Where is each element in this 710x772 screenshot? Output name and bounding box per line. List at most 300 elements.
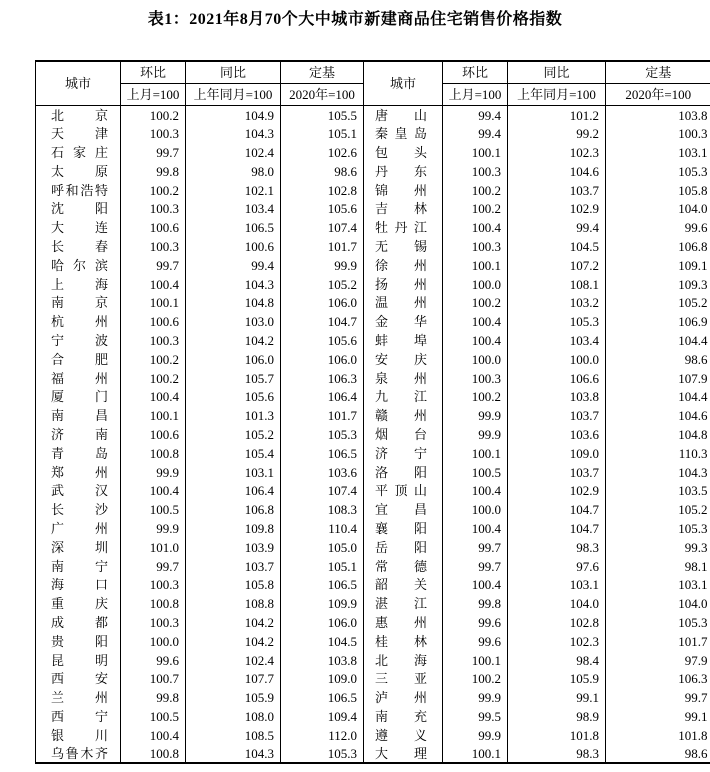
yoy-value-right: 104.7 [508, 500, 606, 519]
mom-value-left: 100.5 [121, 707, 186, 726]
mom-value-right: 100.4 [443, 218, 508, 237]
yoy-value-right: 104.6 [508, 162, 606, 181]
city-name: 秦 皇 岛 [375, 126, 427, 142]
yoy-value-left: 104.3 [186, 745, 281, 764]
city-name: 上 海 [51, 276, 108, 292]
mom-value-right: 100.1 [443, 143, 508, 162]
yoy-value-left: 104.2 [186, 331, 281, 350]
city-cell-left [36, 538, 121, 557]
col-subheader-fixed-base-left: 2020年=100 [281, 84, 364, 106]
city-cell-right [364, 500, 443, 519]
mom-value-right: 99.9 [443, 406, 508, 425]
fixed-value-left: 106.0 [281, 293, 364, 312]
fixed-value-right: 104.3 [606, 463, 710, 482]
fixed-value-left: 105.2 [281, 275, 364, 294]
city-name: 海 口 [51, 577, 108, 593]
yoy-value-right: 101.8 [508, 726, 606, 745]
fixed-value-left: 105.1 [281, 124, 364, 143]
city-cell-right [364, 688, 443, 707]
city-cell-right [364, 218, 443, 237]
city-name: 襄 阳 [375, 520, 427, 536]
mom-value-left: 100.0 [121, 632, 186, 651]
yoy-value-left: 104.8 [186, 293, 281, 312]
city-name: 长 春 [51, 238, 108, 254]
table-row [36, 199, 710, 218]
mom-value-left: 100.5 [121, 500, 186, 519]
city-cell-right [364, 613, 443, 632]
city-cell-left [36, 463, 121, 482]
fixed-value-right: 100.3 [606, 124, 710, 143]
fixed-value-left: 105.5 [281, 106, 364, 125]
mom-value-left: 99.9 [121, 463, 186, 482]
city-name: 安 庆 [375, 351, 427, 367]
city-name: 蚌 埠 [375, 332, 427, 348]
table-row [36, 143, 710, 162]
city-cell-right [364, 594, 443, 613]
yoy-value-right: 103.6 [508, 425, 606, 444]
table-row [36, 312, 710, 331]
city-name: 金 华 [375, 314, 427, 330]
city-cell-right [364, 369, 443, 388]
mom-value-right: 99.6 [443, 613, 508, 632]
fixed-value-left: 105.1 [281, 557, 364, 576]
mom-value-left: 100.6 [121, 312, 186, 331]
fixed-value-right: 104.0 [606, 199, 710, 218]
table-row [36, 162, 710, 181]
city-name: 湛 江 [375, 596, 427, 612]
yoy-value-right: 98.9 [508, 707, 606, 726]
city-name: 烟 台 [375, 426, 427, 442]
yoy-value-left: 98.0 [186, 162, 281, 181]
yoy-value-right: 104.7 [508, 519, 606, 538]
city-cell-left [36, 406, 121, 425]
yoy-value-left: 107.7 [186, 669, 281, 688]
fixed-value-right: 105.2 [606, 500, 710, 519]
table-row [36, 669, 710, 688]
table-row [36, 688, 710, 707]
city-cell-left [36, 312, 121, 331]
fixed-value-right: 105.8 [606, 181, 710, 200]
table-row [36, 387, 710, 406]
fixed-value-left: 99.9 [281, 256, 364, 275]
mom-value-right: 100.0 [443, 500, 508, 519]
fixed-value-left: 105.6 [281, 331, 364, 350]
col-header-mom-right: 环比 [443, 61, 508, 84]
city-name: 郑 州 [51, 464, 108, 480]
mom-value-left: 99.7 [121, 256, 186, 275]
city-name: 大 连 [51, 220, 108, 236]
yoy-value-right: 99.4 [508, 218, 606, 237]
table-row [36, 106, 710, 125]
table-row [36, 594, 710, 613]
city-name: 惠 州 [375, 614, 427, 630]
yoy-value-left: 104.3 [186, 275, 281, 294]
city-cell-right [364, 575, 443, 594]
yoy-value-right: 102.3 [508, 632, 606, 651]
col-header-city-right: 城市 [364, 61, 443, 106]
city-cell-left [36, 218, 121, 237]
city-name: 扬 州 [375, 276, 427, 292]
table-row [36, 293, 710, 312]
yoy-value-right: 108.1 [508, 275, 606, 294]
table-row [36, 726, 710, 745]
mom-value-right: 100.1 [443, 745, 508, 764]
mom-value-right: 99.4 [443, 106, 508, 125]
city-cell-left [36, 293, 121, 312]
fixed-value-left: 106.5 [281, 575, 364, 594]
city-name: 北 海 [375, 652, 427, 668]
mom-value-right: 100.2 [443, 293, 508, 312]
city-cell-right [364, 707, 443, 726]
fixed-value-left: 109.9 [281, 594, 364, 613]
yoy-value-left: 105.8 [186, 575, 281, 594]
city-name: 牡 丹 江 [375, 220, 427, 236]
yoy-value-right: 103.7 [508, 181, 606, 200]
fixed-value-right: 105.3 [606, 613, 710, 632]
city-name: 大 理 [375, 745, 427, 761]
fixed-value-left: 103.8 [281, 651, 364, 670]
fixed-value-right: 103.8 [606, 106, 710, 125]
city-cell-right [364, 293, 443, 312]
city-name: 石 家 庄 [51, 144, 108, 160]
fixed-value-right: 106.9 [606, 312, 710, 331]
yoy-value-right: 104.0 [508, 594, 606, 613]
fixed-value-right: 109.1 [606, 256, 710, 275]
fixed-value-right: 106.8 [606, 237, 710, 256]
fixed-value-right: 98.6 [606, 350, 710, 369]
city-cell-right [364, 425, 443, 444]
city-name: 沈 阳 [51, 201, 108, 217]
yoy-value-left: 108.0 [186, 707, 281, 726]
city-cell-right [364, 726, 443, 745]
city-name: 西 安 [51, 671, 108, 687]
mom-value-right: 99.9 [443, 688, 508, 707]
city-cell-right [364, 162, 443, 181]
city-cell-right [364, 406, 443, 425]
yoy-value-right: 103.4 [508, 331, 606, 350]
mom-value-right: 99.9 [443, 726, 508, 745]
mom-value-right: 100.2 [443, 199, 508, 218]
mom-value-left: 100.2 [121, 106, 186, 125]
yoy-value-left: 102.1 [186, 181, 281, 200]
fixed-value-right: 101.8 [606, 726, 710, 745]
mom-value-right: 99.6 [443, 632, 508, 651]
city-name: 杭 州 [51, 314, 108, 330]
mom-value-right: 99.7 [443, 538, 508, 557]
city-name: 泉 州 [375, 370, 427, 386]
mom-value-right: 99.9 [443, 425, 508, 444]
city-name: 太 原 [51, 163, 108, 179]
city-name: 平 顶 山 [375, 483, 427, 499]
city-cell-left [36, 726, 121, 745]
city-cell-left [36, 632, 121, 651]
city-cell-left [36, 669, 121, 688]
fixed-value-left: 106.3 [281, 369, 364, 388]
city-name: 成 都 [51, 614, 108, 630]
yoy-value-left: 108.5 [186, 726, 281, 745]
city-name: 韶 关 [375, 577, 427, 593]
table-row [36, 745, 710, 764]
city-name: 宁 波 [51, 332, 108, 348]
fixed-value-right: 101.7 [606, 632, 710, 651]
city-name: 呼 和 浩 特 [51, 182, 108, 198]
city-name: 武 汉 [51, 483, 108, 499]
fixed-value-right: 104.4 [606, 387, 710, 406]
city-cell-left [36, 331, 121, 350]
city-name: 兰 州 [51, 690, 108, 706]
city-name: 赣 州 [375, 408, 427, 424]
fixed-value-left: 106.5 [281, 444, 364, 463]
yoy-value-right: 102.3 [508, 143, 606, 162]
yoy-value-right: 102.8 [508, 613, 606, 632]
city-cell-right [364, 312, 443, 331]
yoy-value-left: 105.2 [186, 425, 281, 444]
mom-value-left: 100.4 [121, 481, 186, 500]
city-cell-right [364, 199, 443, 218]
mom-value-right: 100.0 [443, 275, 508, 294]
city-cell-left [36, 237, 121, 256]
city-cell-right [364, 275, 443, 294]
mom-value-right: 100.4 [443, 312, 508, 331]
fixed-value-right: 109.3 [606, 275, 710, 294]
yoy-value-right: 101.2 [508, 106, 606, 125]
city-name: 九 江 [375, 389, 427, 405]
city-cell-left [36, 481, 121, 500]
fixed-value-left: 109.4 [281, 707, 364, 726]
city-name: 南 充 [375, 708, 427, 724]
city-cell-right [364, 481, 443, 500]
col-subheader-yoy-base-left: 上年同月=100 [186, 84, 281, 106]
yoy-value-left: 104.2 [186, 632, 281, 651]
yoy-value-right: 99.2 [508, 124, 606, 143]
yoy-value-left: 101.3 [186, 406, 281, 425]
fixed-value-left: 101.7 [281, 406, 364, 425]
yoy-value-right: 103.1 [508, 575, 606, 594]
fixed-value-left: 112.0 [281, 726, 364, 745]
fixed-value-left: 98.6 [281, 162, 364, 181]
table-row [36, 632, 710, 651]
table-row [36, 481, 710, 500]
mom-value-right: 100.3 [443, 237, 508, 256]
fixed-value-right: 107.9 [606, 369, 710, 388]
city-cell-right [364, 387, 443, 406]
mom-value-right: 100.3 [443, 369, 508, 388]
fixed-value-left: 102.6 [281, 143, 364, 162]
fixed-value-right: 98.1 [606, 557, 710, 576]
city-name: 长 沙 [51, 502, 108, 518]
yoy-value-left: 105.9 [186, 688, 281, 707]
mom-value-left: 100.2 [121, 369, 186, 388]
table-row [36, 256, 710, 275]
fixed-value-left: 105.6 [281, 199, 364, 218]
yoy-value-left: 103.9 [186, 538, 281, 557]
city-cell-left [36, 594, 121, 613]
col-header-mom-left: 环比 [121, 61, 186, 84]
yoy-value-left: 106.8 [186, 500, 281, 519]
mom-value-left: 100.3 [121, 613, 186, 632]
city-name: 包 头 [375, 144, 427, 160]
fixed-value-left: 106.5 [281, 688, 364, 707]
city-cell-right [364, 106, 443, 125]
city-name: 福 州 [51, 370, 108, 386]
city-cell-right [364, 124, 443, 143]
yoy-value-right: 98.3 [508, 745, 606, 764]
table-row [36, 275, 710, 294]
city-name: 深 圳 [51, 539, 108, 555]
city-name: 广 州 [51, 520, 108, 536]
fixed-value-right: 106.3 [606, 669, 710, 688]
city-cell-left [36, 519, 121, 538]
yoy-value-left: 105.7 [186, 369, 281, 388]
mom-value-left: 100.7 [121, 669, 186, 688]
city-name: 温 州 [375, 295, 427, 311]
city-name: 厦 门 [51, 389, 108, 405]
yoy-value-right: 99.1 [508, 688, 606, 707]
mom-value-left: 100.8 [121, 594, 186, 613]
mom-value-left: 100.8 [121, 745, 186, 764]
col-subheader-mom-base-right: 上月=100 [443, 84, 508, 106]
mom-value-right: 100.2 [443, 181, 508, 200]
city-name: 无 锡 [375, 238, 427, 254]
table-row [36, 237, 710, 256]
fixed-value-left: 108.3 [281, 500, 364, 519]
city-cell-right [364, 256, 443, 275]
yoy-value-right: 98.4 [508, 651, 606, 670]
mom-value-right: 100.4 [443, 519, 508, 538]
city-cell-right [364, 463, 443, 482]
city-cell-left [36, 575, 121, 594]
table-row [36, 406, 710, 425]
city-cell-right [364, 350, 443, 369]
fixed-value-right: 103.1 [606, 575, 710, 594]
yoy-value-right: 102.9 [508, 199, 606, 218]
city-cell-left [36, 162, 121, 181]
city-name: 南 京 [51, 295, 108, 311]
mom-value-right: 100.3 [443, 162, 508, 181]
city-cell-left [36, 688, 121, 707]
mom-value-right: 99.8 [443, 594, 508, 613]
yoy-value-right: 106.6 [508, 369, 606, 388]
city-cell-left [36, 425, 121, 444]
city-name: 南 宁 [51, 558, 108, 574]
city-cell-left [36, 181, 121, 200]
city-cell-left [36, 707, 121, 726]
col-header-city-left: 城市 [36, 61, 121, 106]
fixed-value-left: 106.4 [281, 387, 364, 406]
city-cell-left [36, 651, 121, 670]
table-row [36, 181, 710, 200]
mom-value-right: 100.4 [443, 575, 508, 594]
col-subheader-mom-base-left: 上月=100 [121, 84, 186, 106]
city-name: 合 肥 [51, 351, 108, 367]
mom-value-left: 100.4 [121, 726, 186, 745]
fixed-value-right: 110.3 [606, 444, 710, 463]
table-row [36, 463, 710, 482]
mom-value-right: 100.4 [443, 331, 508, 350]
mom-value-left: 100.8 [121, 444, 186, 463]
fixed-value-right: 99.3 [606, 538, 710, 557]
city-name: 遵 义 [375, 727, 427, 743]
fixed-value-right: 99.6 [606, 218, 710, 237]
city-name: 南 昌 [51, 408, 108, 424]
fixed-value-left: 106.0 [281, 350, 364, 369]
mom-value-left: 101.0 [121, 538, 186, 557]
mom-value-left: 100.3 [121, 237, 186, 256]
fixed-value-left: 109.0 [281, 669, 364, 688]
city-cell-left [36, 350, 121, 369]
fixed-value-left: 110.4 [281, 519, 364, 538]
mom-value-left: 99.9 [121, 519, 186, 538]
yoy-value-left: 106.5 [186, 218, 281, 237]
yoy-value-right: 103.7 [508, 406, 606, 425]
table-row [36, 519, 710, 538]
city-cell-left [36, 387, 121, 406]
city-cell-right [364, 632, 443, 651]
yoy-value-right: 104.5 [508, 237, 606, 256]
mom-value-right: 100.2 [443, 669, 508, 688]
yoy-value-right: 100.0 [508, 350, 606, 369]
header-row-1 [36, 61, 710, 84]
mom-value-left: 100.3 [121, 124, 186, 143]
mom-value-left: 100.1 [121, 293, 186, 312]
yoy-value-right: 97.6 [508, 557, 606, 576]
page-title: 表1：2021年8月70个大中城市新建商品住宅销售价格指数 [147, 11, 563, 28]
yoy-value-right: 105.3 [508, 312, 606, 331]
fixed-value-left: 104.5 [281, 632, 364, 651]
fixed-value-left: 105.3 [281, 745, 364, 764]
mom-value-left: 100.1 [121, 406, 186, 425]
mom-value-right: 100.1 [443, 256, 508, 275]
yoy-value-right: 105.9 [508, 669, 606, 688]
city-cell-right [364, 331, 443, 350]
mom-value-right: 100.1 [443, 651, 508, 670]
yoy-value-left: 103.4 [186, 199, 281, 218]
city-name: 北 京 [51, 107, 108, 123]
table-row [36, 425, 710, 444]
yoy-value-left: 103.7 [186, 557, 281, 576]
fixed-value-right: 105.3 [606, 519, 710, 538]
fixed-value-right: 97.9 [606, 651, 710, 670]
col-subheader-fixed-base-right: 2020年=100 [606, 84, 710, 106]
city-name: 乌 鲁 木 齐 [51, 745, 108, 761]
col-subheader-yoy-base-right: 上年同月=100 [508, 84, 606, 106]
table-row [36, 707, 710, 726]
city-name: 吉 林 [375, 201, 427, 217]
yoy-value-right: 109.0 [508, 444, 606, 463]
table-row [36, 444, 710, 463]
city-name: 银 川 [51, 727, 108, 743]
city-name: 洛 阳 [375, 464, 427, 480]
city-name: 三 亚 [375, 671, 427, 687]
city-name: 常 德 [375, 558, 427, 574]
mom-value-right: 100.2 [443, 387, 508, 406]
yoy-value-right: 107.2 [508, 256, 606, 275]
yoy-value-left: 103.1 [186, 463, 281, 482]
fixed-value-left: 107.4 [281, 481, 364, 500]
city-cell-left [36, 199, 121, 218]
city-cell-right [364, 651, 443, 670]
city-cell-left [36, 369, 121, 388]
mom-value-left: 100.4 [121, 275, 186, 294]
city-name: 西 宁 [51, 708, 108, 724]
yoy-value-left: 102.4 [186, 143, 281, 162]
city-cell-left [36, 106, 121, 125]
fixed-value-right: 104.4 [606, 331, 710, 350]
mom-value-left: 100.4 [121, 387, 186, 406]
col-header-fixed-left: 定基 [281, 61, 364, 84]
yoy-value-right: 102.9 [508, 481, 606, 500]
yoy-value-left: 109.8 [186, 519, 281, 538]
